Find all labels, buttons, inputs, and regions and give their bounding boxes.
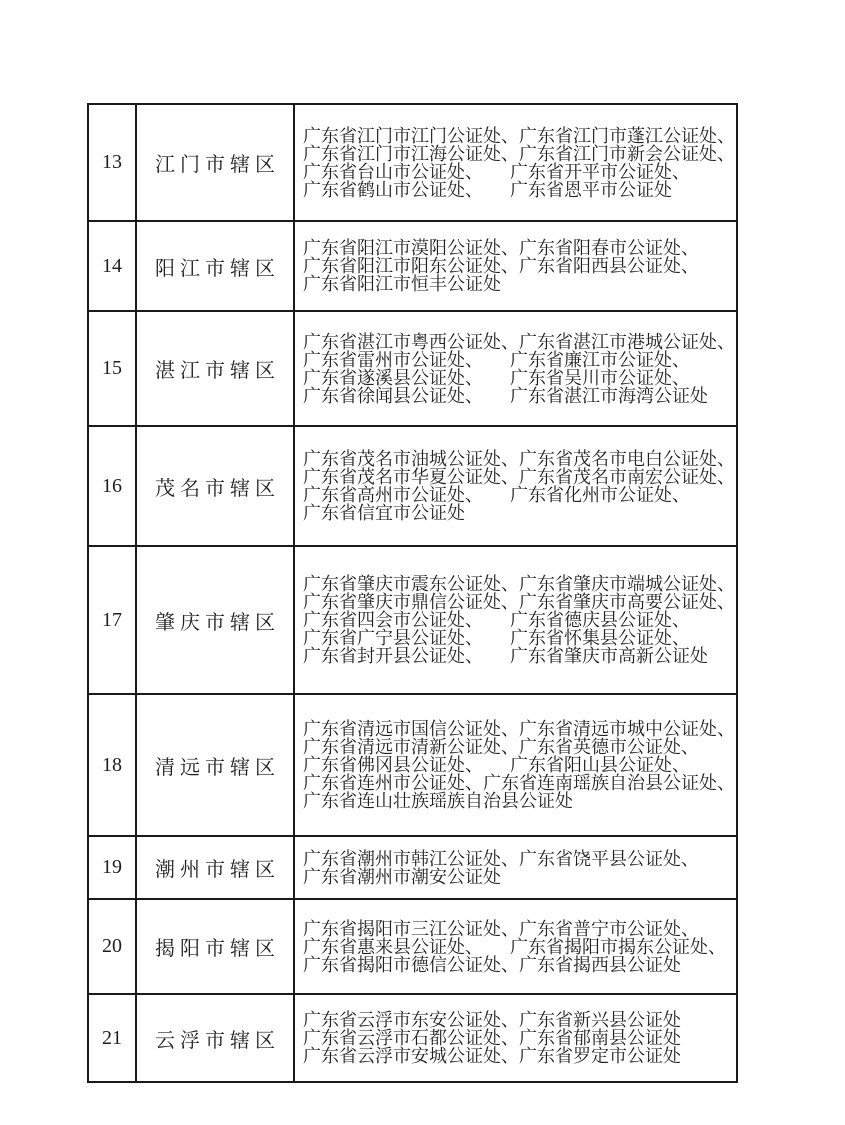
office-line: 广东省鹤山市公证处、 广东省恩平市公证处	[303, 179, 672, 200]
row-number-cell: 14	[88, 221, 136, 311]
office-lines	[295, 449, 736, 523]
office-lines	[295, 919, 736, 975]
office-line: 广东省雷州市公证处、 广东省廉江市公证处、	[303, 349, 690, 370]
row-number-cell: 18	[88, 694, 136, 836]
office-line: 广东省阳江市恒丰公证处	[303, 274, 501, 294]
table-row	[88, 311, 737, 426]
offices-cell	[294, 221, 737, 311]
office-line: 广东省云浮市安城公证处、广东省罗定市公证处	[303, 1046, 681, 1066]
row-number-cell: 20	[88, 899, 136, 994]
offices-cell	[294, 311, 737, 426]
office-lines	[295, 574, 736, 666]
table-row	[88, 899, 737, 994]
row-number-cell: 21	[88, 994, 136, 1082]
office-line: 广东省惠来县公证处、 广东省揭阳市揭东公证处、	[303, 936, 726, 957]
office-line: 广东省徐闻县公证处、 广东省湛江市海湾公证处	[303, 385, 708, 406]
table-body	[88, 104, 737, 1082]
table-row	[88, 994, 737, 1082]
office-lines	[295, 126, 736, 200]
office-line: 广东省云浮市石都公证处、广东省郁南县公证处	[303, 1028, 681, 1048]
office-line: 广东省佛冈县公证处、 广东省阳山县公证处、	[303, 755, 690, 775]
office-line: 广东省揭阳市德信公证处、广东省揭西县公证处	[303, 954, 681, 975]
district-cell: 阳江市辖区	[136, 221, 294, 311]
row-number-cell: 17	[88, 546, 136, 694]
office-line: 广东省清远市清新公证处、广东省英德市公证处、	[303, 737, 699, 757]
office-line: 广东省台山市公证处、 广东省开平市公证处、	[303, 161, 690, 182]
district-cell: 茂名市辖区	[136, 426, 294, 546]
row-number-cell: 13	[88, 104, 136, 221]
office-line: 广东省云浮市东安公证处、广东省新兴县公证处	[303, 1010, 681, 1030]
office-line: 广东省遂溪县公证处、 广东省吴川市公证处、	[303, 367, 690, 388]
district-cell: 湛江市辖区	[136, 311, 294, 426]
office-lines	[295, 849, 736, 887]
office-lines	[295, 1010, 736, 1066]
offices-cell	[294, 426, 737, 546]
table-row	[88, 221, 737, 311]
office-line: 广东省广宁县公证处、 广东省怀集县公证处、	[303, 628, 690, 648]
office-lines	[295, 332, 736, 406]
district-cell: 揭阳市辖区	[136, 899, 294, 994]
office-line: 广东省潮州市潮安公证处	[303, 866, 501, 887]
office-line: 广东省信宜市公证处	[303, 503, 465, 523]
office-line: 广东省清远市国信公证处、广东省清远市城中公证处、	[303, 719, 735, 739]
office-line: 广东省阳江市漠阳公证处、广东省阳春市公证处、	[303, 238, 699, 258]
offices-cell	[294, 899, 737, 994]
office-line: 广东省茂名市油城公证处、广东省茂名市电白公证处、	[303, 449, 735, 469]
office-line: 广东省湛江市粤西公证处、广东省湛江市港城公证处、	[303, 331, 735, 352]
offices-cell	[294, 836, 737, 899]
office-line: 广东省揭阳市三江公证处、广东省普宁市公证处、	[303, 918, 699, 939]
office-line: 广东省连州市公证处、广东省连南瑶族自治县公证处、	[303, 773, 735, 793]
office-line: 广东省江门市江海公证处、广东省江门市新会公证处、	[303, 143, 735, 164]
row-number-cell: 16	[88, 426, 136, 546]
offices-cell	[294, 694, 737, 836]
office-line: 广东省阳江市阳东公证处、广东省阳西县公证处、	[303, 256, 699, 276]
office-lines	[295, 719, 736, 811]
table-row	[88, 546, 737, 694]
office-line: 广东省茂名市华夏公证处、广东省茂名市南宏公证处、	[303, 467, 735, 487]
district-cell: 清远市辖区	[136, 694, 294, 836]
table-row	[88, 104, 737, 221]
table-row	[88, 426, 737, 546]
row-number-cell: 15	[88, 311, 136, 426]
district-cell: 肇庆市辖区	[136, 546, 294, 694]
table-row	[88, 836, 737, 899]
office-line: 广东省肇庆市震东公证处、广东省肇庆市端城公证处、	[303, 574, 735, 594]
office-line: 广东省潮州市韩江公证处、广东省饶平县公证处、	[303, 848, 699, 869]
district-cell: 江门市辖区	[136, 104, 294, 221]
office-line: 广东省四会市公证处、 广东省德庆县公证处、	[303, 610, 690, 630]
row-number-cell: 19	[88, 836, 136, 899]
table-row	[88, 694, 737, 836]
district-cell: 潮州市辖区	[136, 836, 294, 899]
district-cell: 云浮市辖区	[136, 994, 294, 1082]
office-lines	[295, 238, 736, 294]
offices-cell	[294, 546, 737, 694]
notary-offices-table	[87, 103, 738, 1083]
offices-cell	[294, 994, 737, 1082]
offices-cell	[294, 104, 737, 221]
office-line: 广东省江门市江门公证处、广东省江门市蓬江公证处、	[303, 125, 735, 146]
office-line: 广东省连山壮族瑶族自治县公证处	[303, 791, 573, 811]
office-line: 广东省封开县公证处、 广东省肇庆市高新公证处	[303, 646, 708, 666]
office-line: 广东省肇庆市鼎信公证处、广东省肇庆市高要公证处、	[303, 592, 735, 612]
office-line: 广东省高州市公证处、 广东省化州市公证处、	[303, 485, 690, 505]
